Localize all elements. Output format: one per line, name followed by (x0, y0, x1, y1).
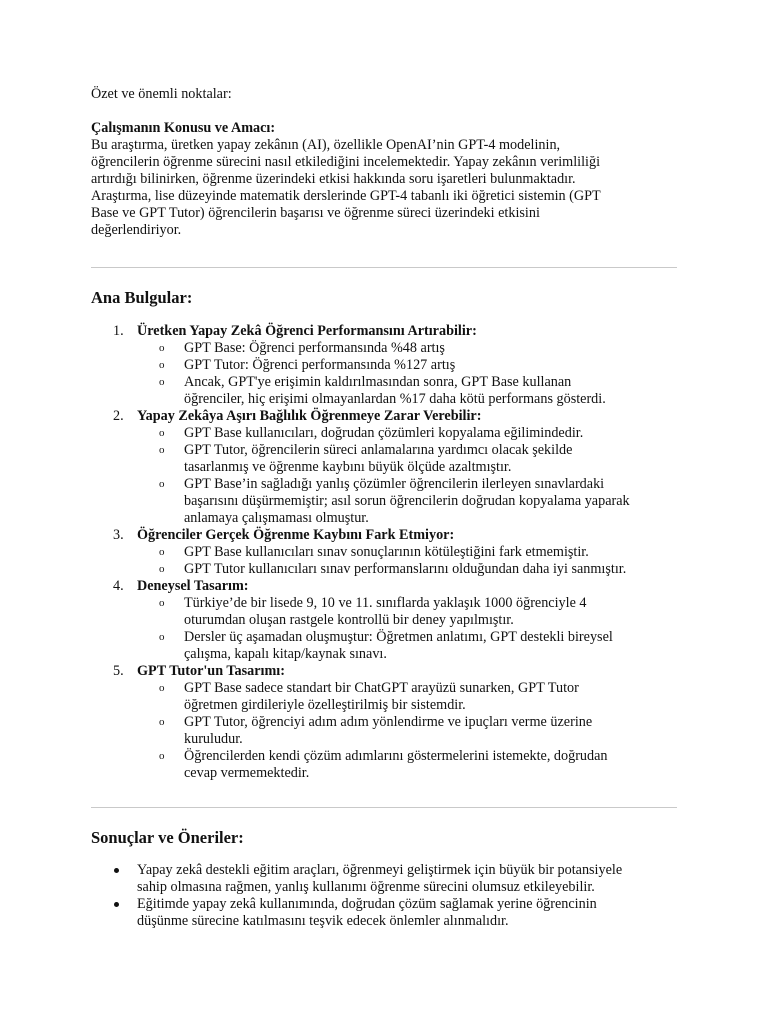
finding-number: 3. (113, 527, 124, 543)
conclusion-item (91, 862, 691, 896)
subitem-line: Türkiye’de bir lisede 9, 10 ve 11. sınıflarda yaklaşık 1000 öğrenciyle 4 (184, 595, 587, 611)
circle-bullet-icon: o (159, 597, 165, 609)
conclusion-line: düşünme sürecine katılmasını teşvik edecek önlemler alınmalıdır. (137, 913, 509, 929)
paragraph-line: öğrencilerin öğrenme sürecini nasıl etkilediğini incelemektedir. Yapay zekânın verimliliği (91, 154, 601, 170)
study-topic-paragraph (91, 137, 681, 239)
subitem-line: GPT Base: Öğrenci performansında %48 artış (184, 340, 445, 356)
finding-title (91, 663, 691, 680)
subitem-line: Öğrencilerden kendi çözüm adımlarını göstermelerini istemekte, doğrudan (184, 748, 608, 764)
conclusion-line: Yapay zekâ destekli eğitim araçları, öğrenmeyi geliştirmek için büyük bir potansiyele (137, 862, 623, 878)
circle-bullet-icon: o (159, 631, 165, 643)
bullet-dot-icon (114, 902, 119, 907)
summary-label: Özet ve önemli noktalar: (91, 86, 232, 102)
findings-list (91, 323, 691, 782)
conclusion-line: sahip olmasına rağmen, yanlış kullanımı öğrenme sürecini olumsuz etkileyebilir. (137, 879, 595, 895)
circle-bullet-icon: o (159, 444, 165, 456)
finding-subitem (91, 442, 691, 476)
divider (91, 267, 677, 268)
conclusions-list (91, 862, 691, 930)
subitem-line: Dersler üç aşamadan oluşmuştur: Öğretmen anlatımı, GPT destekli bireysel (184, 629, 613, 645)
finding-number: 5. (113, 663, 124, 679)
finding-title (91, 578, 691, 595)
finding-subitem (91, 357, 691, 374)
circle-bullet-icon: o (159, 546, 165, 558)
finding-subitem (91, 595, 691, 629)
subitem-line: çalışma, kapalı kitap/kaynak sınavı. (184, 646, 387, 662)
subitem-line: öğretmen girdileriyle özelleştirilmiş bir sistemdir. (184, 697, 466, 713)
subitem-line: Ancak, GPT'ye erişimin kaldırılmasından sonra, GPT Base kullanan (184, 374, 572, 390)
subitem-line: öğrenciler, hiç erişimi olmayanlardan %17 daha kötü performans gösterdi. (184, 391, 606, 407)
subitem-line: GPT Tutor, öğrencilerin süreci anlamalarına yardımcı olacak şekilde (184, 442, 573, 458)
finding-title (91, 323, 691, 340)
finding-subitem (91, 374, 691, 408)
finding-title-text: Deneysel Tasarım: (137, 578, 249, 594)
finding-title-text: Öğrenciler Gerçek Öğrenme Kaybını Fark Etmiyor: (137, 527, 455, 543)
finding-item (91, 408, 691, 527)
circle-bullet-icon: o (159, 682, 165, 694)
circle-bullet-icon: o (159, 716, 165, 728)
circle-bullet-icon: o (159, 359, 165, 371)
finding-subitem (91, 714, 691, 748)
subitem-line: GPT Base sadece standart bir ChatGPT arayüzü sunarken, GPT Tutor (184, 680, 579, 696)
subitem-line: oturumdan oluşan rastgele kontrollü bir deney yapılmıştır. (184, 612, 514, 628)
subitem-line: başarısını düşürmemiştir; asıl sorun öğrencilerin doğrudan kopyalama yaparak (184, 493, 630, 509)
finding-subitem (91, 680, 691, 714)
subitem-line: GPT Base kullanıcıları, doğrudan çözümleri kopyalama eğilimindedir. (184, 425, 584, 441)
finding-number: 1. (113, 323, 124, 339)
subitem-line: GPT Tutor kullanıcıları sınav performanslarını olduğundan daha iyi sanmıştır. (184, 561, 627, 577)
circle-bullet-icon: o (159, 427, 165, 439)
subitem-line: tasarlanmış ve öğrenme kaybını büyük ölçüde azaltmıştır. (184, 459, 512, 475)
finding-subitem (91, 544, 691, 561)
finding-subitem (91, 425, 691, 442)
subitem-line: GPT Base’in sağladığı yanlış çözümler öğrencilerin ilerleyen sınavlardaki (184, 476, 605, 492)
conclusion-item (91, 896, 691, 930)
finding-title-text: Yapay Zekâya Aşırı Bağlılık Öğrenmeye Zarar Verebilir: (137, 408, 482, 424)
finding-subitem (91, 340, 691, 357)
paragraph-line: Base ve GPT Tutor) öğrencilerin başarısı ve öğrenme süreci üzerindeki etkisini (91, 205, 540, 221)
finding-title (91, 408, 691, 425)
main-findings-heading: Ana Bulgular: (91, 288, 193, 307)
paragraph-line: Araştırma, lise düzeyinde matematik derslerinde GPT-4 tabanlı iki öğretici sistemin (GPT (91, 188, 601, 204)
circle-bullet-icon: o (159, 342, 165, 354)
finding-title-text: Üretken Yapay Zekâ Öğrenci Performansını Artırabilir: (137, 323, 477, 339)
paragraph-line: artırdığı bilinirken, öğrenme üzerindeki etkisi hakkında soru işaretleri bulunmaktadır. (91, 171, 576, 187)
finding-item (91, 323, 691, 408)
subitem-line: GPT Tutor, öğrenciyi adım adım yönlendirme ve ipuçları verme üzerine (184, 714, 593, 730)
circle-bullet-icon: o (159, 376, 165, 388)
finding-subitem (91, 476, 691, 527)
finding-subitem (91, 629, 691, 663)
finding-item (91, 578, 691, 663)
paragraph-line: değerlendiriyor. (91, 222, 182, 238)
finding-item (91, 663, 691, 782)
subitem-line: cevap vermemektedir. (184, 765, 310, 781)
finding-number: 2. (113, 408, 124, 424)
subitem-line: GPT Base kullanıcıları sınav sonuçlarının kötüleştiğini fark etmemiştir. (184, 544, 589, 560)
finding-subitem (91, 748, 691, 782)
finding-title (91, 527, 691, 544)
finding-subitem (91, 561, 691, 578)
subitem-line: GPT Tutor: Öğrenci performansında %127 artış (184, 357, 456, 373)
finding-item (91, 527, 691, 578)
circle-bullet-icon: o (159, 750, 165, 762)
conclusions-heading: Sonuçlar ve Öneriler: (91, 828, 244, 847)
finding-title-text: GPT Tutor'un Tasarımı: (137, 663, 285, 679)
circle-bullet-icon: o (159, 478, 165, 490)
study-topic-heading: Çalışmanın Konusu ve Amacı: (91, 120, 276, 136)
circle-bullet-icon: o (159, 563, 165, 575)
divider (91, 807, 677, 808)
conclusion-line: Eğitimde yapay zekâ kullanımında, doğrudan çözüm sağlamak yerine öğrencinin (137, 896, 597, 912)
finding-number: 4. (113, 578, 124, 594)
subitem-line: kuruludur. (184, 731, 243, 747)
paragraph-line: Bu araştırma, üretken yapay zekânın (AI), özellikle OpenAI’nin GPT-4 modelinin, (91, 137, 561, 153)
bullet-dot-icon (114, 868, 119, 873)
subitem-line: anlamaya çalışmaması olmuştur. (184, 510, 369, 526)
